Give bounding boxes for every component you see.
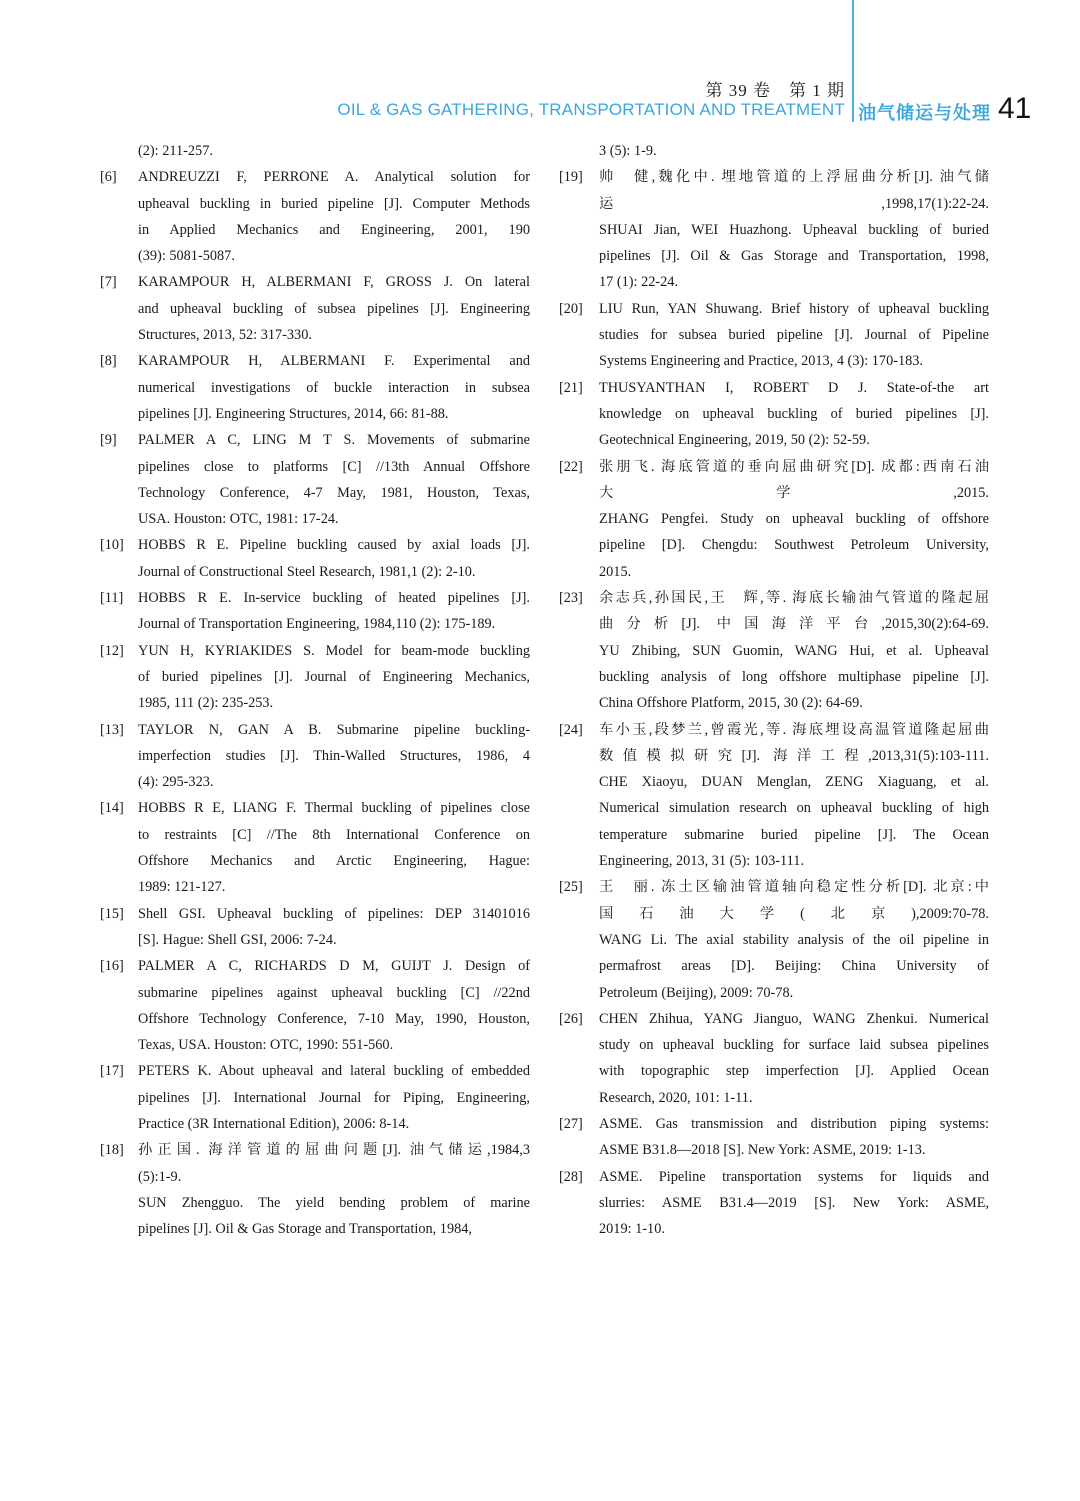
reference-line: pipelines [J]. International Journal for Piping, Engineering, — [138, 1089, 530, 1106]
journal-title-english: OIL & GAS GATHERING, TRANSPORTATION AND TREATMENT — [337, 100, 845, 119]
reference-line: (39): 5081-5087. — [138, 248, 235, 265]
reference-line: YUN H, KYRIAKIDES S. Model for beam-mode buckling — [138, 642, 530, 659]
header-divider-line — [852, 0, 854, 122]
reference-line: HOBBS R E. In-service buckling of heated pipelines [J]. — [138, 590, 530, 607]
reference-line: ASME. Gas transmission and distribution piping systems: — [599, 1115, 989, 1132]
reference-text — [138, 427, 530, 532]
reference-number: [14] — [100, 800, 124, 817]
reference-item — [559, 1111, 989, 1164]
reference-text — [599, 585, 989, 716]
reference-number: [25] — [559, 879, 583, 896]
reference-line: Technology Conference, 4-7 May, 1981, Houston, Texas, — [138, 484, 530, 501]
reference-line: to restraints [C] //The 8th International Conference on — [138, 826, 530, 843]
reference-item — [559, 1164, 989, 1243]
reference-text — [138, 901, 530, 954]
reference-number: [8] — [100, 353, 117, 370]
reference-line: 1989: 121-127. — [138, 879, 226, 896]
reference-line: HOBBS R E. Pipeline buckling caused by axial loads [J]. — [138, 537, 530, 554]
reference-line: WANG Li. The axial stability analysis of the oil pipeline in — [599, 931, 989, 948]
reference-line: Petroleum (Beijing), 2009: 70-78. — [599, 984, 794, 1001]
reference-line: Journal of Transportation Engineering, 1984,110 (2): 175-189. — [138, 616, 496, 633]
reference-line: 数值模拟研究[J]. 海洋工程,2013,31(5):103-111. — [599, 747, 989, 764]
reference-line: LIU Run, YAN Shuwang. Brief history of upheaval buckling — [599, 300, 989, 317]
reference-number: [18] — [100, 1142, 124, 1159]
reference-text — [138, 269, 530, 348]
reference-line: ANDREUZZI F, PERRONE A. Analytical solution for — [138, 169, 530, 186]
reference-line: pipelines [J]. Oil & Gas Storage and Transportation, 1998, — [599, 248, 989, 265]
reference-text — [599, 1164, 989, 1243]
reference-text — [138, 532, 530, 585]
reference-item — [100, 953, 530, 1058]
reference-text — [599, 1111, 989, 1164]
reference-number: [20] — [559, 300, 583, 317]
reference-line: CHEN Zhihua, YANG Jianguo, WANG Zhenkui. Numerical — [599, 1010, 989, 1027]
reference-line: and upheaval buckling of subsea pipelines [J]. Engineering — [138, 300, 530, 317]
reference-line: PALMER A C, RICHARDS D M, GUIJT J. Design of — [138, 958, 530, 975]
reference-line: Systems Engineering and Practice, 2013, 4 (3): 170-183. — [599, 353, 923, 370]
reference-item — [100, 269, 530, 348]
reference-number: [15] — [100, 905, 124, 922]
reference-line: (2): 211-257. — [138, 143, 213, 159]
reference-line: 2015. — [599, 563, 632, 580]
reference-line: pipelines [J]. Oil & Gas Storage and Transportation, 1984, — [138, 1221, 472, 1238]
reference-text — [138, 1137, 530, 1242]
reference-item — [559, 1006, 989, 1111]
reference-line: SUN Zhengguo. The yield bending problem of marine — [138, 1194, 530, 1211]
reference-item — [559, 375, 989, 454]
reference-number: [19] — [559, 169, 583, 186]
page-number: 41 — [998, 92, 1032, 125]
journal-title-chinese: 油气储运与处理 — [858, 103, 991, 124]
reference-line: 1985, 111 (2): 235-253. — [138, 695, 274, 712]
reference-line: Offshore Technology Conference, 7-10 May, 1990, Houston, — [138, 1010, 530, 1027]
reference-line: Practice (3R International Edition), 2006: 8-14. — [138, 1115, 410, 1132]
reference-item — [559, 454, 989, 585]
reference-text — [599, 1006, 989, 1111]
reference-number: [21] — [559, 379, 583, 396]
reference-text — [138, 795, 530, 900]
reference-line: Geotechnical Engineering, 2019, 50 (2): 52-59. — [599, 432, 870, 449]
reference-line: of buried pipelines [J]. Journal of Engineering Mechanics, — [138, 668, 530, 685]
reference-line: study on upheaval buckling for surface laid subsea pipelines — [599, 1037, 989, 1054]
reference-item — [100, 1058, 530, 1137]
reference-line: Numerical simulation research on upheaval buckling of high — [599, 800, 989, 817]
reference-line: Research, 2020, 101: 1-11. — [599, 1089, 753, 1106]
reference-line: Journal of Constructional Steel Research, 1981,1 (2): 2-10. — [138, 563, 476, 580]
reference-line: buckling analysis of long offshore multiphase pipeline [J]. — [599, 668, 989, 685]
reference-item — [100, 1137, 530, 1242]
reference-item — [100, 585, 530, 638]
reference-item — [100, 638, 530, 717]
reference-item — [559, 138, 989, 164]
reference-line: pipeline [D]. Chengdu: Southwest Petroleum University, — [599, 537, 989, 554]
reference-text — [599, 164, 989, 295]
reference-line: KARAMPOUR H, ALBERMANI F, GROSS J. On lateral — [138, 274, 530, 291]
reference-line: Shell GSI. Upheaval buckling of pipelines: DEP 31401016 — [138, 905, 530, 922]
reference-text — [599, 717, 989, 875]
reference-text — [599, 375, 989, 454]
reference-line: permafrost areas [D]. Beijing: China University of — [599, 958, 989, 975]
reference-line: 孙正国. 海洋管道的屈曲问题[J]. 油气储运,1984,3 — [138, 1142, 530, 1159]
reference-item — [100, 348, 530, 427]
reference-text — [138, 164, 530, 269]
reference-line: 大学,2015. — [599, 484, 989, 501]
reference-line: China Offshore Platform, 2015, 30 (2): 64-69. — [599, 695, 863, 712]
reference-line: YU Zhibing, SUN Guomin, WANG Hui, et al. Upheaval — [599, 642, 989, 659]
reference-text — [599, 874, 989, 1005]
references-left-column — [100, 138, 530, 1242]
reference-item — [559, 585, 989, 716]
reference-line: slurries: ASME B31.4—2019 [S]. New York: ASME, — [599, 1194, 989, 1211]
reference-line: CHE Xiaoyu, DUAN Menglan, ZENG Xiaguang, et al. — [599, 774, 989, 791]
reference-text — [138, 638, 530, 717]
reference-number: [10] — [100, 537, 124, 554]
reference-line: 曲分析[J]. 中国海洋平台,2015,30(2):64-69. — [599, 616, 989, 633]
reference-line: ASME B31.8—2018 [S]. New York: ASME, 2019: 1-13. — [599, 1142, 926, 1159]
reference-line: [S]. Hague: Shell GSI, 2006: 7-24. — [138, 931, 337, 948]
reference-number: [24] — [559, 721, 583, 738]
reference-item — [100, 795, 530, 900]
reference-item — [100, 138, 530, 164]
reference-line: knowledge on upheaval buckling of buried pipelines [J]. — [599, 405, 989, 422]
reference-text — [138, 1058, 530, 1137]
reference-text — [138, 138, 530, 164]
reference-number: [13] — [100, 721, 124, 738]
reference-line: upheaval buckling in buried pipeline [J]. Computer Methods — [138, 195, 530, 212]
reference-line: pipelines close to platforms [C] //13th Annual Offshore — [138, 458, 530, 475]
reference-text — [138, 585, 530, 638]
reference-number: [23] — [559, 590, 583, 607]
reference-line: TAYLOR N, GAN A B. Submarine pipeline buckling- — [138, 721, 530, 738]
reference-line: 运,1998,17(1):22-24. — [599, 195, 989, 212]
reference-line: 王 丽. 冻土区输油管道轴向稳定性分析[D]. 北京:中 — [599, 879, 989, 896]
reference-line: 余志兵,孙国民,王 辉,等. 海底长输油气管道的隆起屈 — [599, 590, 989, 607]
reference-line: SHUAI Jian, WEI Huazhong. Upheaval buckling of buried — [599, 221, 989, 238]
reference-line: submarine pipelines against upheaval buckling [C] //22nd — [138, 984, 530, 1001]
reference-line: KARAMPOUR H, ALBERMANI F. Experimental and — [138, 353, 530, 370]
reference-line: (5):1-9. — [138, 1168, 182, 1185]
reference-line: 帅 健,魏化中. 埋地管道的上浮屈曲分析[J]. 油气储 — [599, 169, 989, 186]
reference-item — [100, 532, 530, 585]
reference-line: PETERS K. About upheaval and lateral buckling of embedded — [138, 1063, 530, 1080]
reference-text — [599, 454, 989, 585]
reference-text — [599, 138, 989, 164]
reference-line: in Applied Mechanics and Engineering, 2001, 190 — [138, 221, 530, 238]
reference-number: [11] — [100, 590, 124, 607]
reference-number: [22] — [559, 458, 583, 475]
reference-item — [559, 164, 989, 295]
reference-text — [138, 953, 530, 1058]
reference-line: ASME. Pipeline transportation systems for liquids and — [599, 1168, 989, 1185]
reference-item — [559, 717, 989, 875]
reference-item — [559, 296, 989, 375]
reference-line: numerical investigations of buckle interaction in subsea — [138, 379, 530, 396]
reference-number: [17] — [100, 1063, 124, 1080]
reference-line: Texas, USA. Houston: OTC, 1990: 551-560. — [138, 1037, 394, 1054]
reference-number: [12] — [100, 642, 124, 659]
references-right-column — [559, 138, 989, 1242]
reference-line: 国石油大学(北京),2009:70-78. — [599, 905, 989, 922]
reference-line: pipelines [J]. Engineering Structures, 2014, 66: 81-88. — [138, 405, 449, 422]
reference-number: [9] — [100, 432, 117, 449]
reference-number: [27] — [559, 1115, 583, 1132]
reference-text — [599, 296, 989, 375]
reference-item — [100, 427, 530, 532]
reference-line: THUSYANTHAN I, ROBERT D J. State-of-the art — [599, 379, 989, 396]
reference-line: ZHANG Pengfei. Study on upheaval buckling of offshore — [599, 511, 989, 528]
reference-line: temperature submarine buried pipeline [J]. The Ocean — [599, 826, 989, 843]
reference-item — [559, 874, 989, 1005]
reference-line: 17 (1): 22-24. — [599, 274, 679, 291]
reference-line: Offshore Mechanics and Arctic Engineering, Hague: — [138, 853, 530, 870]
reference-line: Structures, 2013, 52: 317-330. — [138, 327, 312, 344]
reference-line: with topographic step imperfection [J]. Applied Ocean — [599, 1063, 989, 1080]
reference-number: [26] — [559, 1010, 583, 1027]
reference-line: imperfection studies [J]. Thin-Walled Structures, 1986, 4 — [138, 747, 530, 764]
reference-number: [16] — [100, 958, 124, 975]
reference-text — [138, 348, 530, 427]
reference-line: (4): 295-323. — [138, 774, 214, 791]
reference-item — [100, 901, 530, 954]
reference-line: 张朋飞. 海底管道的垂向屈曲研究[D]. 成都:西南石油 — [599, 458, 989, 475]
reference-number: [28] — [559, 1168, 583, 1185]
reference-text — [138, 717, 530, 796]
reference-line: PALMER A C, LING M T S. Movements of submarine — [138, 432, 530, 449]
reference-number: [7] — [100, 274, 117, 291]
reference-line: Engineering, 2013, 31 (5): 103-111. — [599, 853, 805, 870]
reference-line: 3 (5): 1-9. — [599, 143, 657, 159]
reference-line: 车小玉,段梦兰,曾霞光,等. 海底埋设高温管道隆起屈曲 — [599, 721, 989, 738]
reference-line: studies for subsea buried pipeline [J]. Journal of Pipeline — [599, 327, 989, 344]
reference-number: [6] — [100, 169, 117, 186]
reference-item — [100, 717, 530, 796]
reference-line: USA. Houston: OTC, 1981: 17-24. — [138, 511, 339, 528]
volume-issue: 第 39 卷 第 1 期 — [705, 81, 845, 100]
reference-line: HOBBS R E, LIANG F. Thermal buckling of pipelines close — [138, 800, 530, 817]
reference-item — [100, 164, 530, 269]
reference-line: 2019: 1-10. — [599, 1221, 665, 1238]
